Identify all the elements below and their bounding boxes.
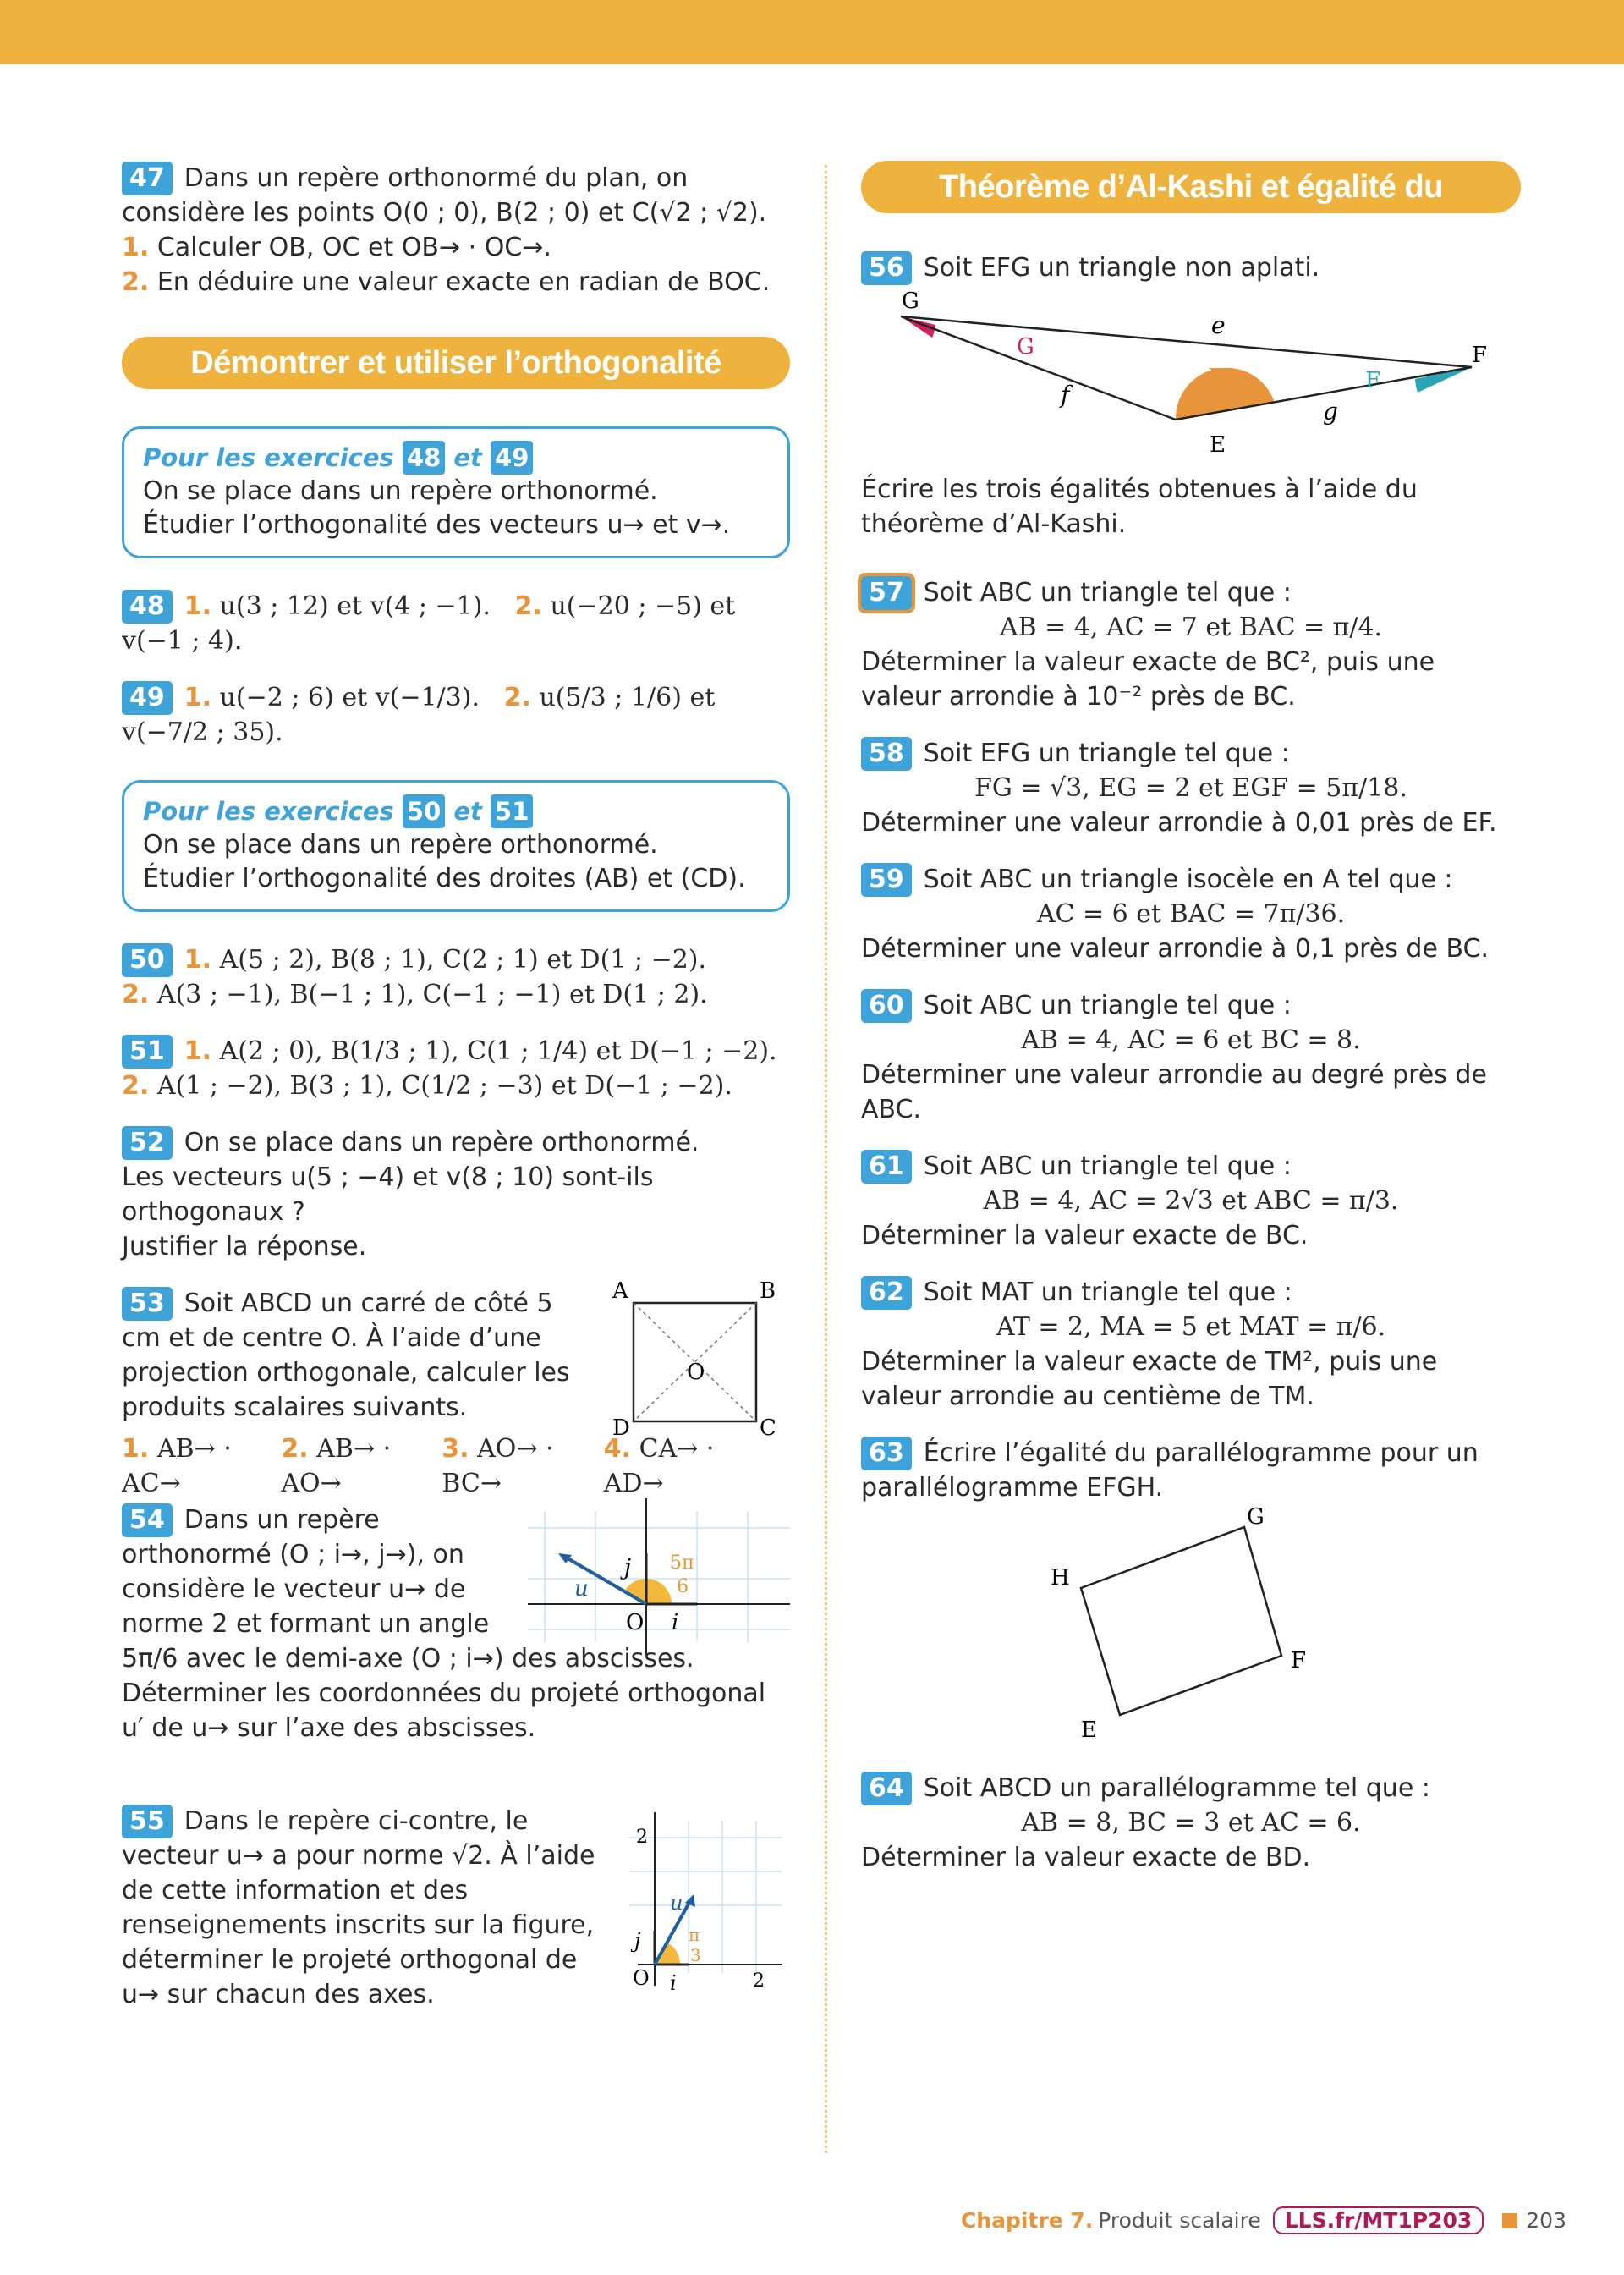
dot-product-list [122,1431,765,1501]
exercise-data: AB = 8, BC = 3 et AC = 6. [1021,1808,1361,1838]
box-line: On se place dans un repère orthonormé. [143,476,658,506]
exercise-data: AB = 4, AC = 2√3 et ABC = π/3. [983,1186,1399,1216]
label-h: H [1051,1565,1070,1591]
angle-numerator: π [689,1925,700,1945]
question-text: u(3 ; 12) et v(4 ; −1). [219,591,491,621]
question-text: A(3 ; −1), B(−1 ; 1), C(−1 ; −1) et D(1 ; 2). [156,980,708,1009]
exercise-text: Soit EFG un triangle tel que : [923,739,1290,768]
label-u: u [574,1576,589,1602]
footer-chapter: Chapitre 7. [960,2208,1094,2233]
question-label: 1. [184,1036,212,1066]
footer-title: Produit scalaire [1098,2208,1261,2233]
exercise-text: Soit ABCD un carré de côté 5 cm et de centre O. À l’aide d’une projection orthogonale, calculer les produits scalaires suivants. [122,1289,570,1422]
question-text: u(5/3 ; 1/6) et v(−7/2 ; 35). [122,683,716,747]
grid [629,1821,782,1973]
right-column [861,161,1521,1897]
label-two-x: 2 [753,1970,765,1992]
exercise-number: 59 [861,863,912,897]
exercise-number: 61 [861,1150,912,1184]
exercise-number: 47 [122,162,173,195]
question-label: 1. [122,233,150,262]
label-angle-g: G [1017,334,1034,360]
dot-product-item [442,1431,604,1501]
label-angle-f: F [1365,368,1381,393]
box-heading [143,794,769,828]
label-vertex-g: G [902,288,919,314]
column-divider [825,165,827,2153]
box-heading-text: Pour les exercices [143,443,394,472]
exercise-number: 56 [861,251,912,285]
box-and: et [453,797,482,826]
triangle-figure-56 [861,284,1521,458]
exercise-54 [122,1503,790,1782]
dot-product-item [281,1431,442,1501]
section-heading-al-kashi: Théorème d’Al-Kashi et égalité du parallélogramme [861,161,1521,213]
exercise-62 [861,1275,1521,1414]
exercise-number: 63 [861,1437,912,1470]
top-color-band [0,0,1624,64]
question-text: AO→ · BC→ [442,1434,554,1498]
exercise-55 [122,1804,790,2041]
label-side-f: f [1061,381,1070,409]
question-label: 4. [603,1434,632,1464]
label-side-g: g [1323,398,1338,426]
exercise-number: 64 [861,1772,912,1805]
exercise-number: 60 [861,989,912,1023]
question-text: AB→ · AO→ [281,1434,392,1498]
label-o: O [633,1966,650,1990]
box-and: et [453,443,482,472]
question-label: 2. [503,683,531,712]
exercise-number: 55 [122,1805,173,1838]
question-text: u(−20 ; −5) et v(−1 ; 4). [122,591,736,656]
exercise-question: Déterminer une valeur arrondie à 0,01 près de EF. [861,808,1497,838]
info-box-48-49 [122,426,790,558]
label-b: B [760,1278,776,1304]
label-u: u [670,1891,683,1915]
label-e: E [1081,1717,1097,1743]
question-text: En déduire une valeur exacte en radian de BOC. [156,267,771,297]
question-text: A(2 ; 0), B(1/3 ; 1), C(1 ; 1/4) et D(−1 ; −2). [219,1036,777,1066]
box-line: Étudier l’orthogonalité des vecteurs u→ et v→. [143,510,731,540]
exercise-47 [122,161,790,299]
exercise-text: 5π/6 avec le demi-axe (O ; i→) des abscisses. Déterminer les coordonnées du projeté orthogonal u′ de u→ sur l’axe des abscisses. [122,1644,766,1743]
exercise-57 [861,575,1521,714]
box-heading-text: Pour les exercices [143,797,394,826]
label-o: O [626,1610,645,1635]
label-o: O [687,1360,705,1385]
page-footer [961,2206,1566,2234]
exercise-text: Écrire l’égalité du parallélogramme pour un parallélogramme EFGH. [861,1438,1479,1503]
exercise-number: 58 [861,737,912,771]
label-a: A [612,1278,628,1304]
angle-arc [624,1579,672,1604]
exercise-text: Soit ABC un triangle tel que : [923,578,1292,607]
exercise-64 [861,1771,1521,1875]
angle-denominator: 3 [690,1945,701,1965]
exercise-question: Déterminer une valeur arrondie au degré près de ABC. [861,1060,1487,1124]
question-label: 1. [184,683,212,712]
question-label: 1. [184,945,212,975]
exercise-text: Soit ABCD un parallélogramme tel que : [923,1773,1430,1803]
question-label: 3. [442,1434,469,1464]
question-text: u(−2 ; 6) et v(−1/3). [219,683,480,712]
exercise-number: 48 [122,590,173,624]
exercise-60 [861,988,1521,1127]
exercise-text: Soit ABC un triangle isocèle en A tel que : [923,865,1453,894]
exercise-text: Dans un repère orthonormé du plan, on considère les points O(0 ; 0), B(2 ; 0) et C(√2 ; √2). [122,163,767,228]
exercise-number: 52 [122,1126,173,1160]
exercise-text: Soit ABC un triangle tel que : [923,991,1292,1020]
angle-denominator: 6 [677,1576,689,1597]
vector-figure-55 [621,1804,790,1998]
label-i: i [670,1971,677,1995]
label-vertex-e: E [1210,432,1226,458]
exercise-52 [122,1125,790,1264]
label-j: j [624,1555,632,1580]
label-vertex-f: F [1472,343,1488,368]
exercise-question: Écrire les trois égalités obtenues à l’aide du théorème d’Al-Kashi. [861,475,1418,539]
exercise-question: Déterminer une valeur arrondie à 0,1 près de BC. [861,934,1490,964]
label-d: D [612,1415,630,1441]
exercise-50 [122,942,790,1012]
square-figure [604,1278,776,1441]
question-text: CA→ · AD→ [603,1434,715,1498]
info-box-50-51 [122,780,790,912]
box-tag: 48 [403,441,445,475]
exercise-text: Dans le repère ci-contre, le vecteur u→ a pour norme √2. À l’aide de cette information et des renseignements inscrits sur la figure, déterminer le projeté orthogonal de u→ sur chacun des axes. [122,1806,595,2009]
exercise-63 [861,1436,1521,1749]
dot-product-item [604,1431,765,1501]
exercise-number: 53 [122,1287,173,1321]
exercise-58 [861,736,1521,840]
exercise-48 [122,589,790,658]
exercise-data: FG = √3, EG = 2 et EGF = 5π/18. [974,773,1407,803]
exercise-56 [861,250,1521,539]
label-angle-e: E [1208,365,1224,390]
box-line: Étudier l’orthogonalité des droites (AB) et (CD). [143,864,746,893]
exercise-51 [122,1034,790,1103]
exercise-question: Déterminer la valeur exacte de BC², puis une valeur arrondie à 10⁻² près de BC. [861,647,1435,712]
angle-f-mark [1415,367,1472,393]
exercise-number: 50 [122,943,173,977]
exercise-question: Déterminer la valeur exacte de BD. [861,1843,1311,1872]
question-label: 2. [122,980,150,1009]
exercise-text: Dans un repère orthonormé (O ; i→, j→), on considère le vecteur u→ de norme 2 et formant un angle [122,1505,490,1639]
label-f: F [1291,1648,1307,1673]
exercise-61 [861,1149,1521,1253]
exercise-text: Soit EFG un triangle non aplati. [923,253,1320,283]
exercise-text: Justifier la réponse. [122,1232,367,1261]
exercise-question: Déterminer la valeur exacte de BC. [861,1221,1309,1250]
box-line: On se place dans un repère orthonormé. [143,830,658,860]
question-text: Calculer OB, OC et OB→ · OC→. [156,233,551,262]
page-number: 203 [1526,2208,1566,2233]
label-two-y: 2 [636,1827,648,1848]
grid [528,1511,790,1642]
label-j: j [634,1929,641,1953]
exercise-number: 54 [122,1503,173,1537]
parallelogram-outline [1081,1527,1281,1715]
parallelogram-figure [1047,1504,1335,1743]
exercise-number: 51 [122,1035,173,1069]
section-heading-orthogonality: Démontrer et utiliser l’orthogonalité [122,337,790,389]
label-c: C [760,1415,776,1441]
left-column [122,161,790,2063]
exercise-number: 62 [861,1276,912,1310]
question-label: 2. [122,267,150,297]
exercise-text: On se place dans un repère orthonormé. [184,1128,700,1157]
exercise-49 [122,680,790,750]
angle-numerator: 5π [670,1552,694,1574]
box-tag: 50 [403,794,445,828]
vector-figure-54 [528,1494,798,1655]
question-text: AB→ · AC→ [122,1434,232,1498]
question-label: 2. [281,1434,309,1464]
exercise-text: Soit ABC un triangle tel que : [923,1151,1292,1181]
box-tag: 49 [491,441,533,475]
exercise-number: 49 [122,681,173,715]
question-text: A(1 ; −2), B(3 ; 1), C(1/2 ; −3) et D(−1 ; −2). [156,1071,732,1101]
exercise-data: AB = 4, AC = 7 et BAC = π/4. [999,613,1383,642]
label-g: G [1247,1504,1265,1530]
label-side-e: e [1211,311,1226,339]
question-label: 2. [122,1071,150,1101]
exercise-text: Soit MAT un triangle tel que : [923,1278,1292,1307]
exercise-59 [861,862,1521,966]
exercise-text: Les vecteurs u(5 ; −4) et v(8 ; 10) sont-ils orthogonaux ? [122,1162,654,1227]
question-label: 1. [122,1434,150,1464]
dot-product-item [122,1431,281,1501]
exercise-data: AT = 2, MA = 5 et MAT = π/6. [996,1312,1386,1342]
exercise-53 [122,1278,790,1498]
question-label: 2. [514,591,542,621]
footer-link[interactable]: LLS.fr/MT1P203 [1273,2206,1484,2234]
box-tag: 51 [491,794,533,828]
question-text: A(5 ; 2), B(8 ; 1), C(2 ; 1) et D(1 ; −2). [219,945,707,975]
footer-square-icon [1502,2213,1517,2228]
exercise-data: AC = 6 et BAC = 7π/36. [1036,899,1346,929]
label-i: i [672,1610,679,1635]
question-label: 1. [184,591,212,621]
exercise-question: Déterminer la valeur exacte de TM², puis une valeur arrondie au centième de TM. [861,1347,1438,1411]
exercise-data: AB = 4, AC = 6 et BC = 8. [1021,1025,1361,1055]
angle-arc [655,1943,680,1965]
box-heading [143,441,769,475]
exercise-number: 57 [861,576,912,610]
